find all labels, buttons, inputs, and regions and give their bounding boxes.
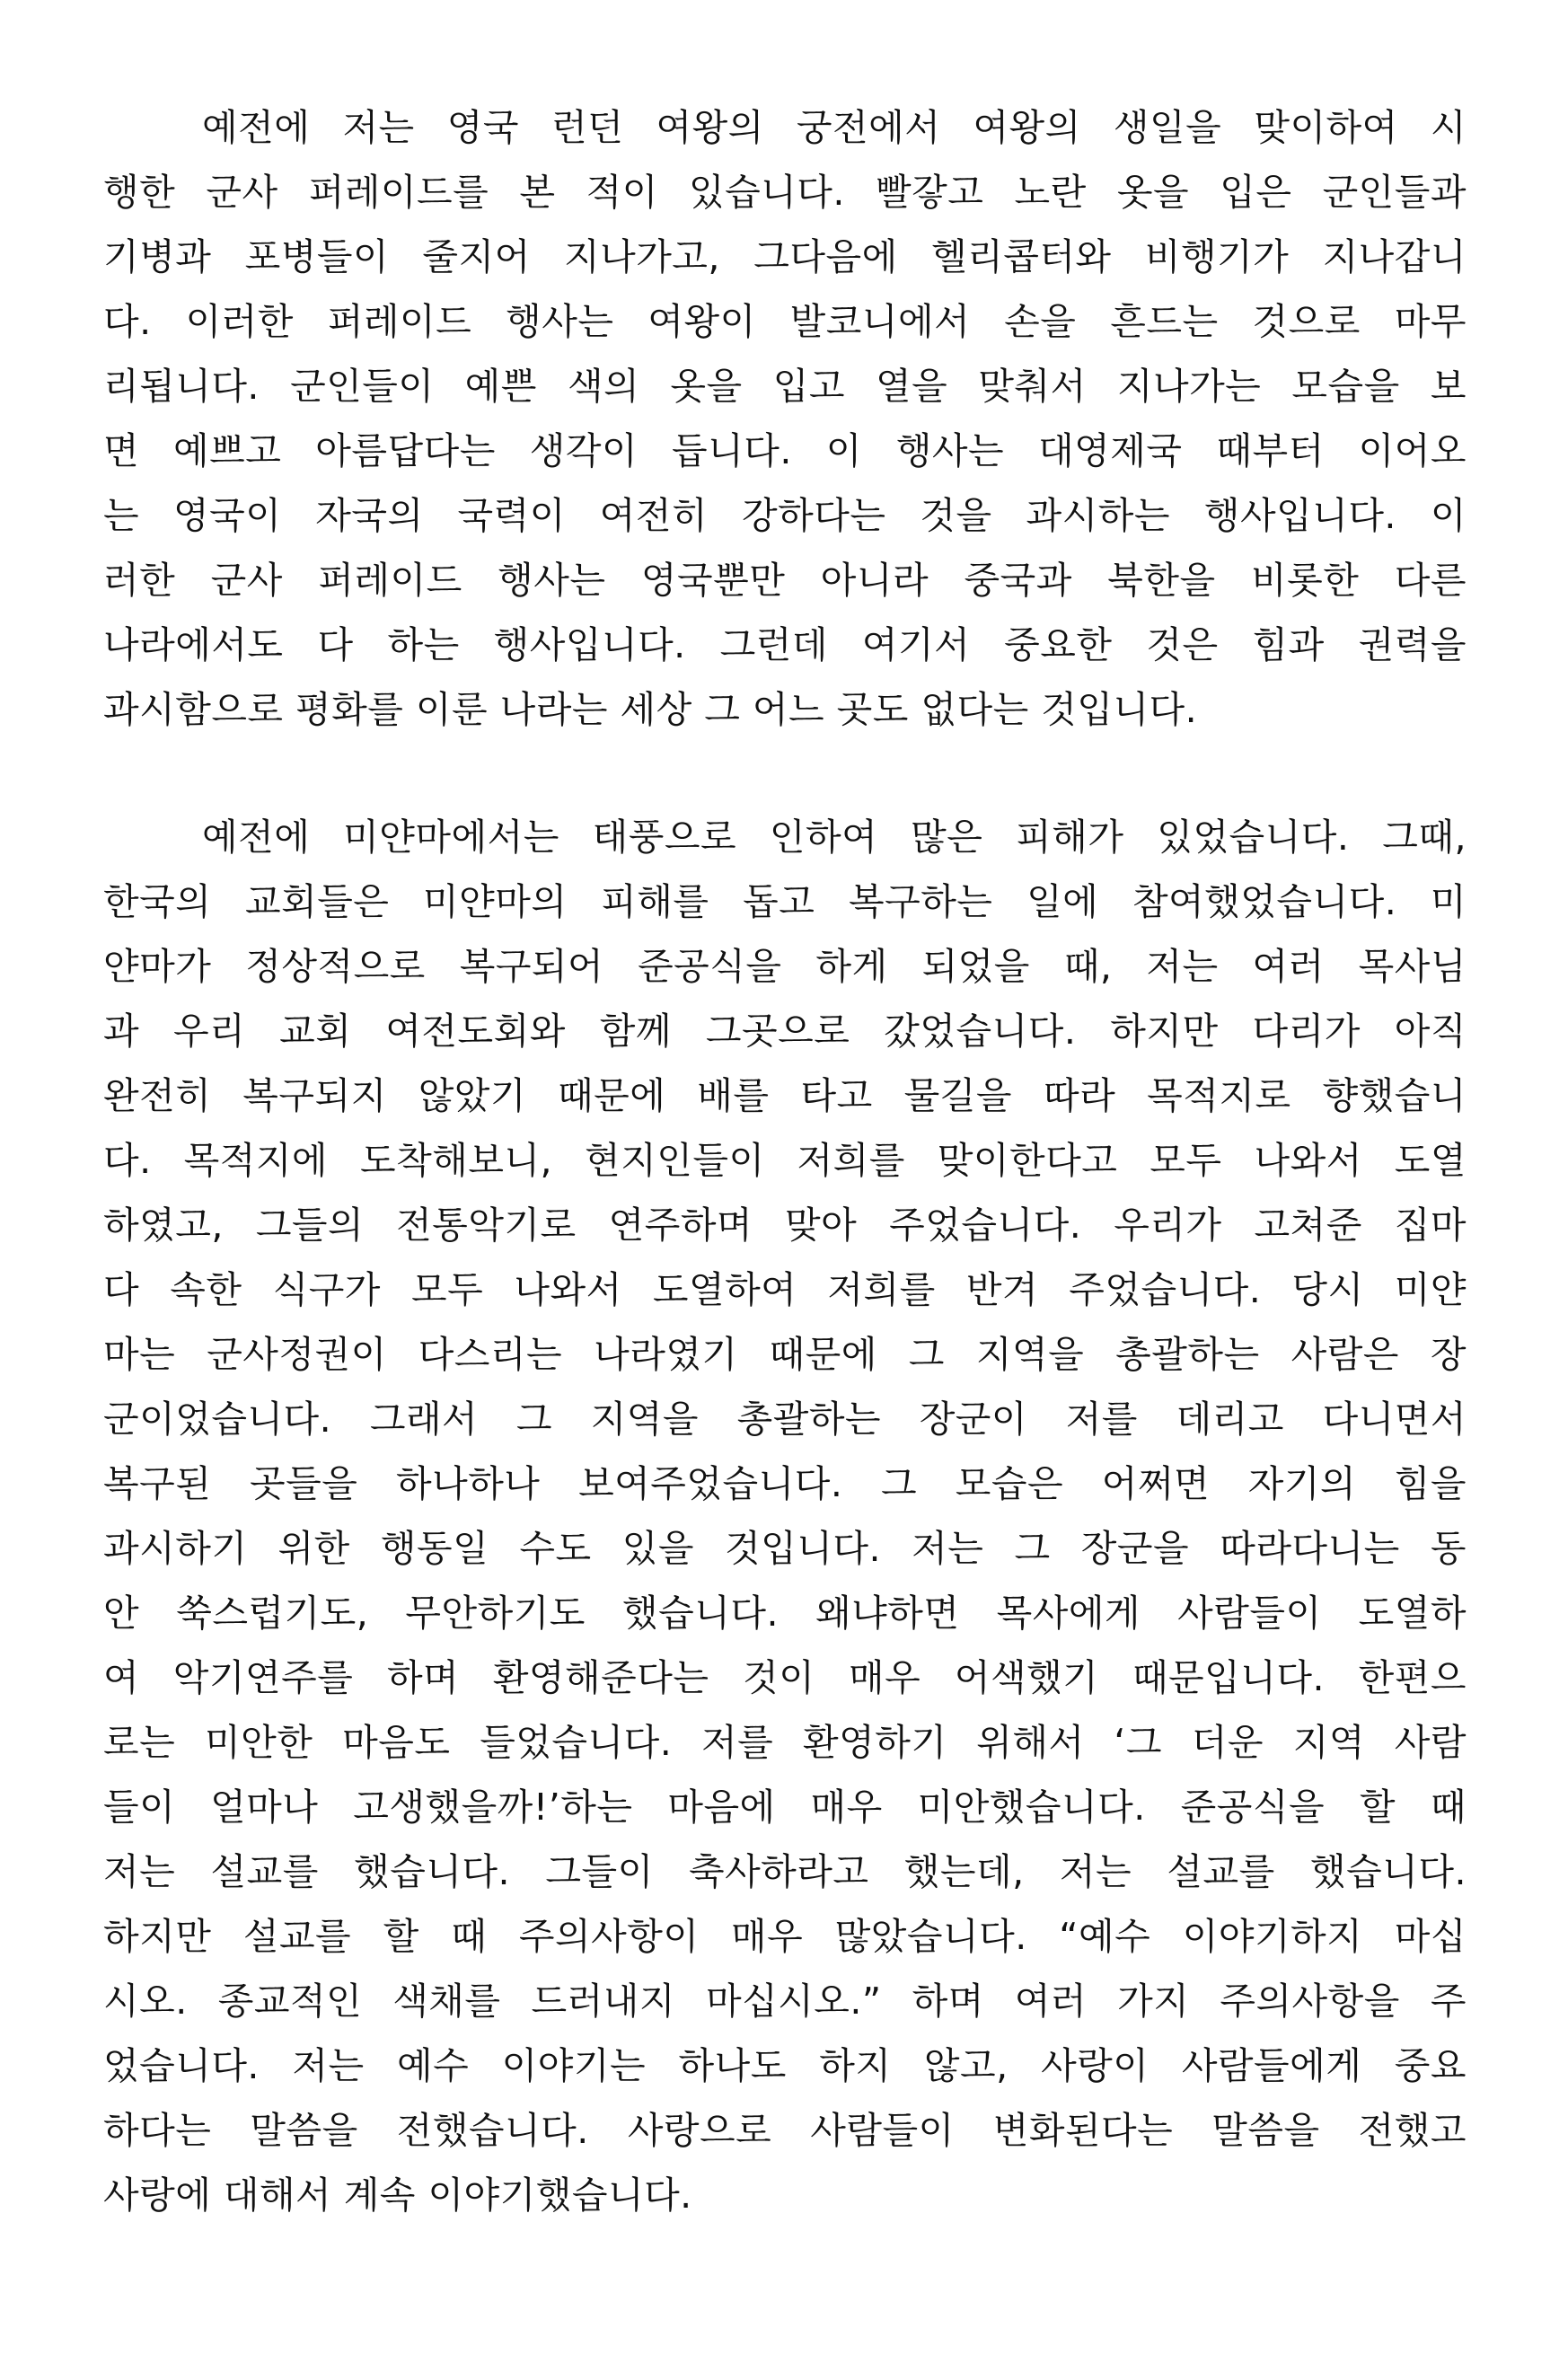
text-line: 과 우리 교회 여전도회와 함께 그곳으로 갔었습니다. 하지만 다리가 아직 [103,1010,1467,1053]
text-line: 과시함으로 평화를 이룬 나라는 세상 그 어느 곳도 없다는 것입니다. [103,688,1198,731]
paragraph-myanmar-visit [103,805,1467,2227]
text-line: 여 악기연주를 하며 환영해준다는 것이 매우 어색했기 때문입니다. 한편으 [103,1656,1467,1699]
text-line: 러한 군사 퍼레이드 행사는 영국뿐만 아니라 중국과 북한을 비롯한 다른 [103,559,1467,602]
text-line: 완전히 복구되지 않았기 때문에 배를 타고 물길을 따라 목적지로 향했습니 [103,1074,1467,1117]
text-line: 다. 이러한 퍼레이드 행사는 여왕이 발코니에서 손을 흔드는 것으로 마무 [103,300,1467,343]
text-line: 로는 미안한 마음도 들었습니다. 저를 환영하기 위해서 ‘그 더운 지역 사람 [103,1721,1467,1764]
text-line: 기병과 포병들이 줄지어 지나가고, 그다음에 헬리콥터와 비행기가 지나갑니 [103,235,1467,278]
text-line: 다. 목적지에 도착해보니, 현지인들이 저희를 맞이한다고 모두 나와서 도열 [103,1139,1467,1182]
text-line: 었습니다. 저는 예수 이야기는 하나도 하지 않고, 사랑이 사람들에게 중요 [103,2044,1467,2087]
text-line: 군이었습니다. 그래서 그 지역을 총괄하는 장군이 저를 데리고 다니면서 [103,1398,1467,1441]
text-line: 안 쑥스럽기도, 무안하기도 했습니다. 왜냐하면 목사에게 사람들이 도열하 [103,1592,1467,1635]
text-line: 사랑에 대해서 계속 이야기했습니다. [103,2174,692,2217]
text-line: 하지만 설교를 할 때 주의사항이 매우 많았습니다. “예수 이야기하지 마십 [103,1915,1467,1958]
text-line: 리됩니다. 군인들이 예쁜 색의 옷을 입고 열을 맞춰서 지나가는 모습을 보 [103,365,1467,408]
text-line: 행한 군사 퍼레이드를 본 적이 있습니다. 빨갛고 노란 옷을 입은 군인들과 [103,171,1467,214]
paragraph-queen-parade [103,95,1467,742]
text-line: 저는 설교를 했습니다. 그들이 축사하라고 했는데, 저는 설교를 했습니다. [103,1850,1467,1893]
text-line: 마는 군사정권이 다스리는 나라였기 때문에 그 지역을 총괄하는 사람은 장 [103,1333,1467,1376]
text-line: 예전에 저는 영국 런던 여왕의 궁전에서 여왕의 생일을 맞이하여 시 [202,106,1467,149]
text-line: 하다는 말씀을 전했습니다. 사랑으로 사람들이 변화된다는 말씀을 전했고 [103,2109,1467,2152]
text-line: 시오. 종교적인 색채를 드러내지 마십시오.” 하며 여러 가지 주의사항을 주 [103,1980,1467,2023]
text-line: 복구된 곳들을 하나하나 보여주었습니다. 그 모습은 어쩌면 자기의 힘을 [103,1462,1467,1505]
text-line: 얀마가 정상적으로 복구되어 준공식을 하게 되었을 때, 저는 여러 목사님 [103,945,1467,988]
text-line: 예전에 미얀마에서는 태풍으로 인하여 많은 피해가 있었습니다. 그때, [202,816,1467,859]
text-line: 면 예쁘고 아름답다는 생각이 듭니다. 이 행사는 대영제국 때부터 이어오 [103,429,1467,472]
text-line: 들이 얼마나 고생했을까!’하는 마음에 매우 미안했습니다. 준공식을 할 때 [103,1786,1467,1829]
text-line: 하였고, 그들의 전통악기로 연주하며 맞아 주었습니다. 우리가 고쳐준 집마 [103,1204,1467,1247]
text-line: 는 영국이 자국의 국력이 여전히 강하다는 것을 과시하는 행사입니다. 이 [103,494,1467,537]
text-line: 한국의 교회들은 미얀마의 피해를 돕고 복구하는 일에 참여했었습니다. 미 [103,880,1467,923]
text-line: 과시하기 위한 행동일 수도 있을 것입니다. 저는 그 장군을 따라다니는 동 [103,1527,1467,1570]
text-line: 다 속한 식구가 모두 나와서 도열하여 저희를 반겨 주었습니다. 당시 미얀 [103,1268,1467,1311]
text-line: 나라에서도 다 하는 행사입니다. 그런데 여기서 중요한 것은 힘과 권력을 [103,623,1467,666]
